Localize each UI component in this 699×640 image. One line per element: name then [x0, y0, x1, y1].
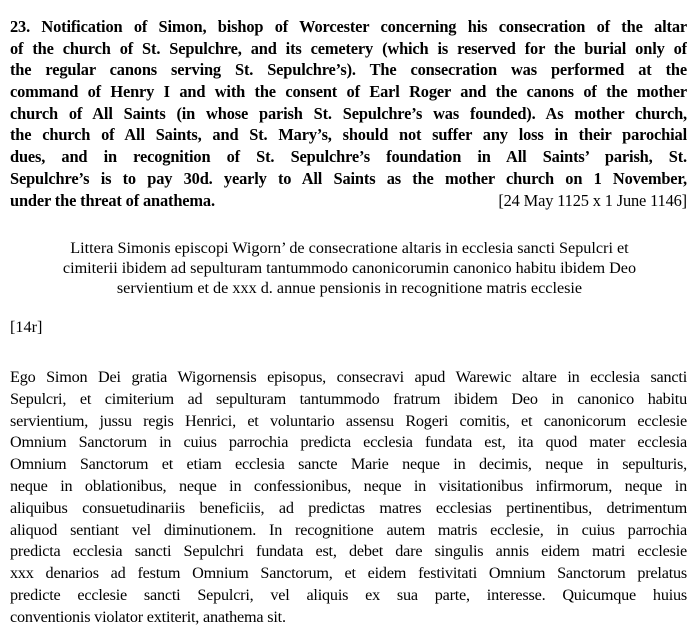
rubric-line: servientium et de xxx d. annue pensionis in recognitione matris ecclesie	[116, 279, 583, 297]
rubric-line: Littera Simonis episcopi Wigorn’ de consecratione altaris in ecclesia sancti Sepulcri et	[70, 239, 629, 257]
summary-line: the church of All Saints, and St. Mary’s, should not suffer any loss in their parochial	[10, 125, 687, 145]
rubric-line: cimiterii ibidem ad sepulturam tantummodo canonicorumin canonico habitu ibidem Deo	[62, 259, 637, 277]
body-line: predicta ecclesia sancti Sepulchri fundata est, debet dare singulis annis eidem matri ecclesie	[10, 542, 687, 561]
body-line: Omnium Sanctorum in cuius parrochia predicta ecclesia fundata est, ita quod mater ecclesia	[10, 433, 687, 452]
summary-line: church of All Saints (in whose parish St. Sepulchre’s was founded). As mother church,	[10, 103, 687, 123]
body-line: xxx denarios ad festum Omnium Sanctorum, et eidem festivitati Omnium Sanctorum prelatus	[10, 564, 687, 583]
summary-line: of the church of St. Sepulchre, and its cemetery (which is reserved for the burial only of	[10, 38, 687, 58]
document-summary	[10, 16, 687, 211]
body-line: servientium, jussu regis Henrici, et voluntario assensu Rogeri comitis, et canonicorum ecclesie	[10, 411, 687, 430]
body-line: predicte ecclesie sancti Sepulcri, vel aliquis ex sua parte, interesse. Quicumque huius	[10, 585, 687, 604]
charter-text	[10, 367, 687, 629]
body-line: conventionis violator extiterit, anathema sit.	[10, 607, 286, 626]
folio-reference: [14r]	[10, 318, 43, 336]
date-range: [24 May 1125 x 1 June 1146]	[498, 190, 687, 210]
body-line: neque in oblationibus, neque in confessionibus, neque in visitationibus infirmorum, neque in	[10, 476, 687, 495]
summary-last-row	[10, 190, 687, 212]
summary-line: command of Henry I and with the consent of Earl Roger and the canons of the mother	[10, 82, 687, 102]
summary-line: the regular canons serving St. Sepulchre’s). The consecration was performed at the	[10, 60, 687, 80]
body-line: aliquibus consuetudinariis beneficiis, ad predictas matres ecclesias pertinentibus, detrimentum	[10, 498, 687, 517]
summary-line: Sepulchre’s is to pay 30d. yearly to All Saints as the mother church on 1 November,	[10, 168, 687, 188]
body-line: Ego Simon Dei gratia Wigornensis episopus, consecravi apud Warewic altare in ecclesia sancti	[10, 368, 687, 386]
latin-rubric	[0, 238, 699, 298]
summary-line: dues, and in recognition of St. Sepulchre’s foundation in All Saints’ parish, St.	[10, 147, 687, 167]
body-line: Omnium Sanctorum et etiam ecclesia sancte Marie neque in decimis, neque in sepulturis,	[10, 455, 687, 474]
body-line: aliquod sentiant vel diminutionem. In recognitione autem matris ecclesie, in cuius parrochia	[10, 520, 687, 539]
summary-line: 23. Notification of Simon, bishop of Worcester concerning his consecration of the altar	[10, 17, 687, 36]
body-line: Sepulcri, et cimiterium ad sepulturam tantummodo fratrum ibidem Deo in canonico habitu	[10, 389, 687, 408]
summary-line: under the threat of anathema.	[10, 190, 215, 210]
